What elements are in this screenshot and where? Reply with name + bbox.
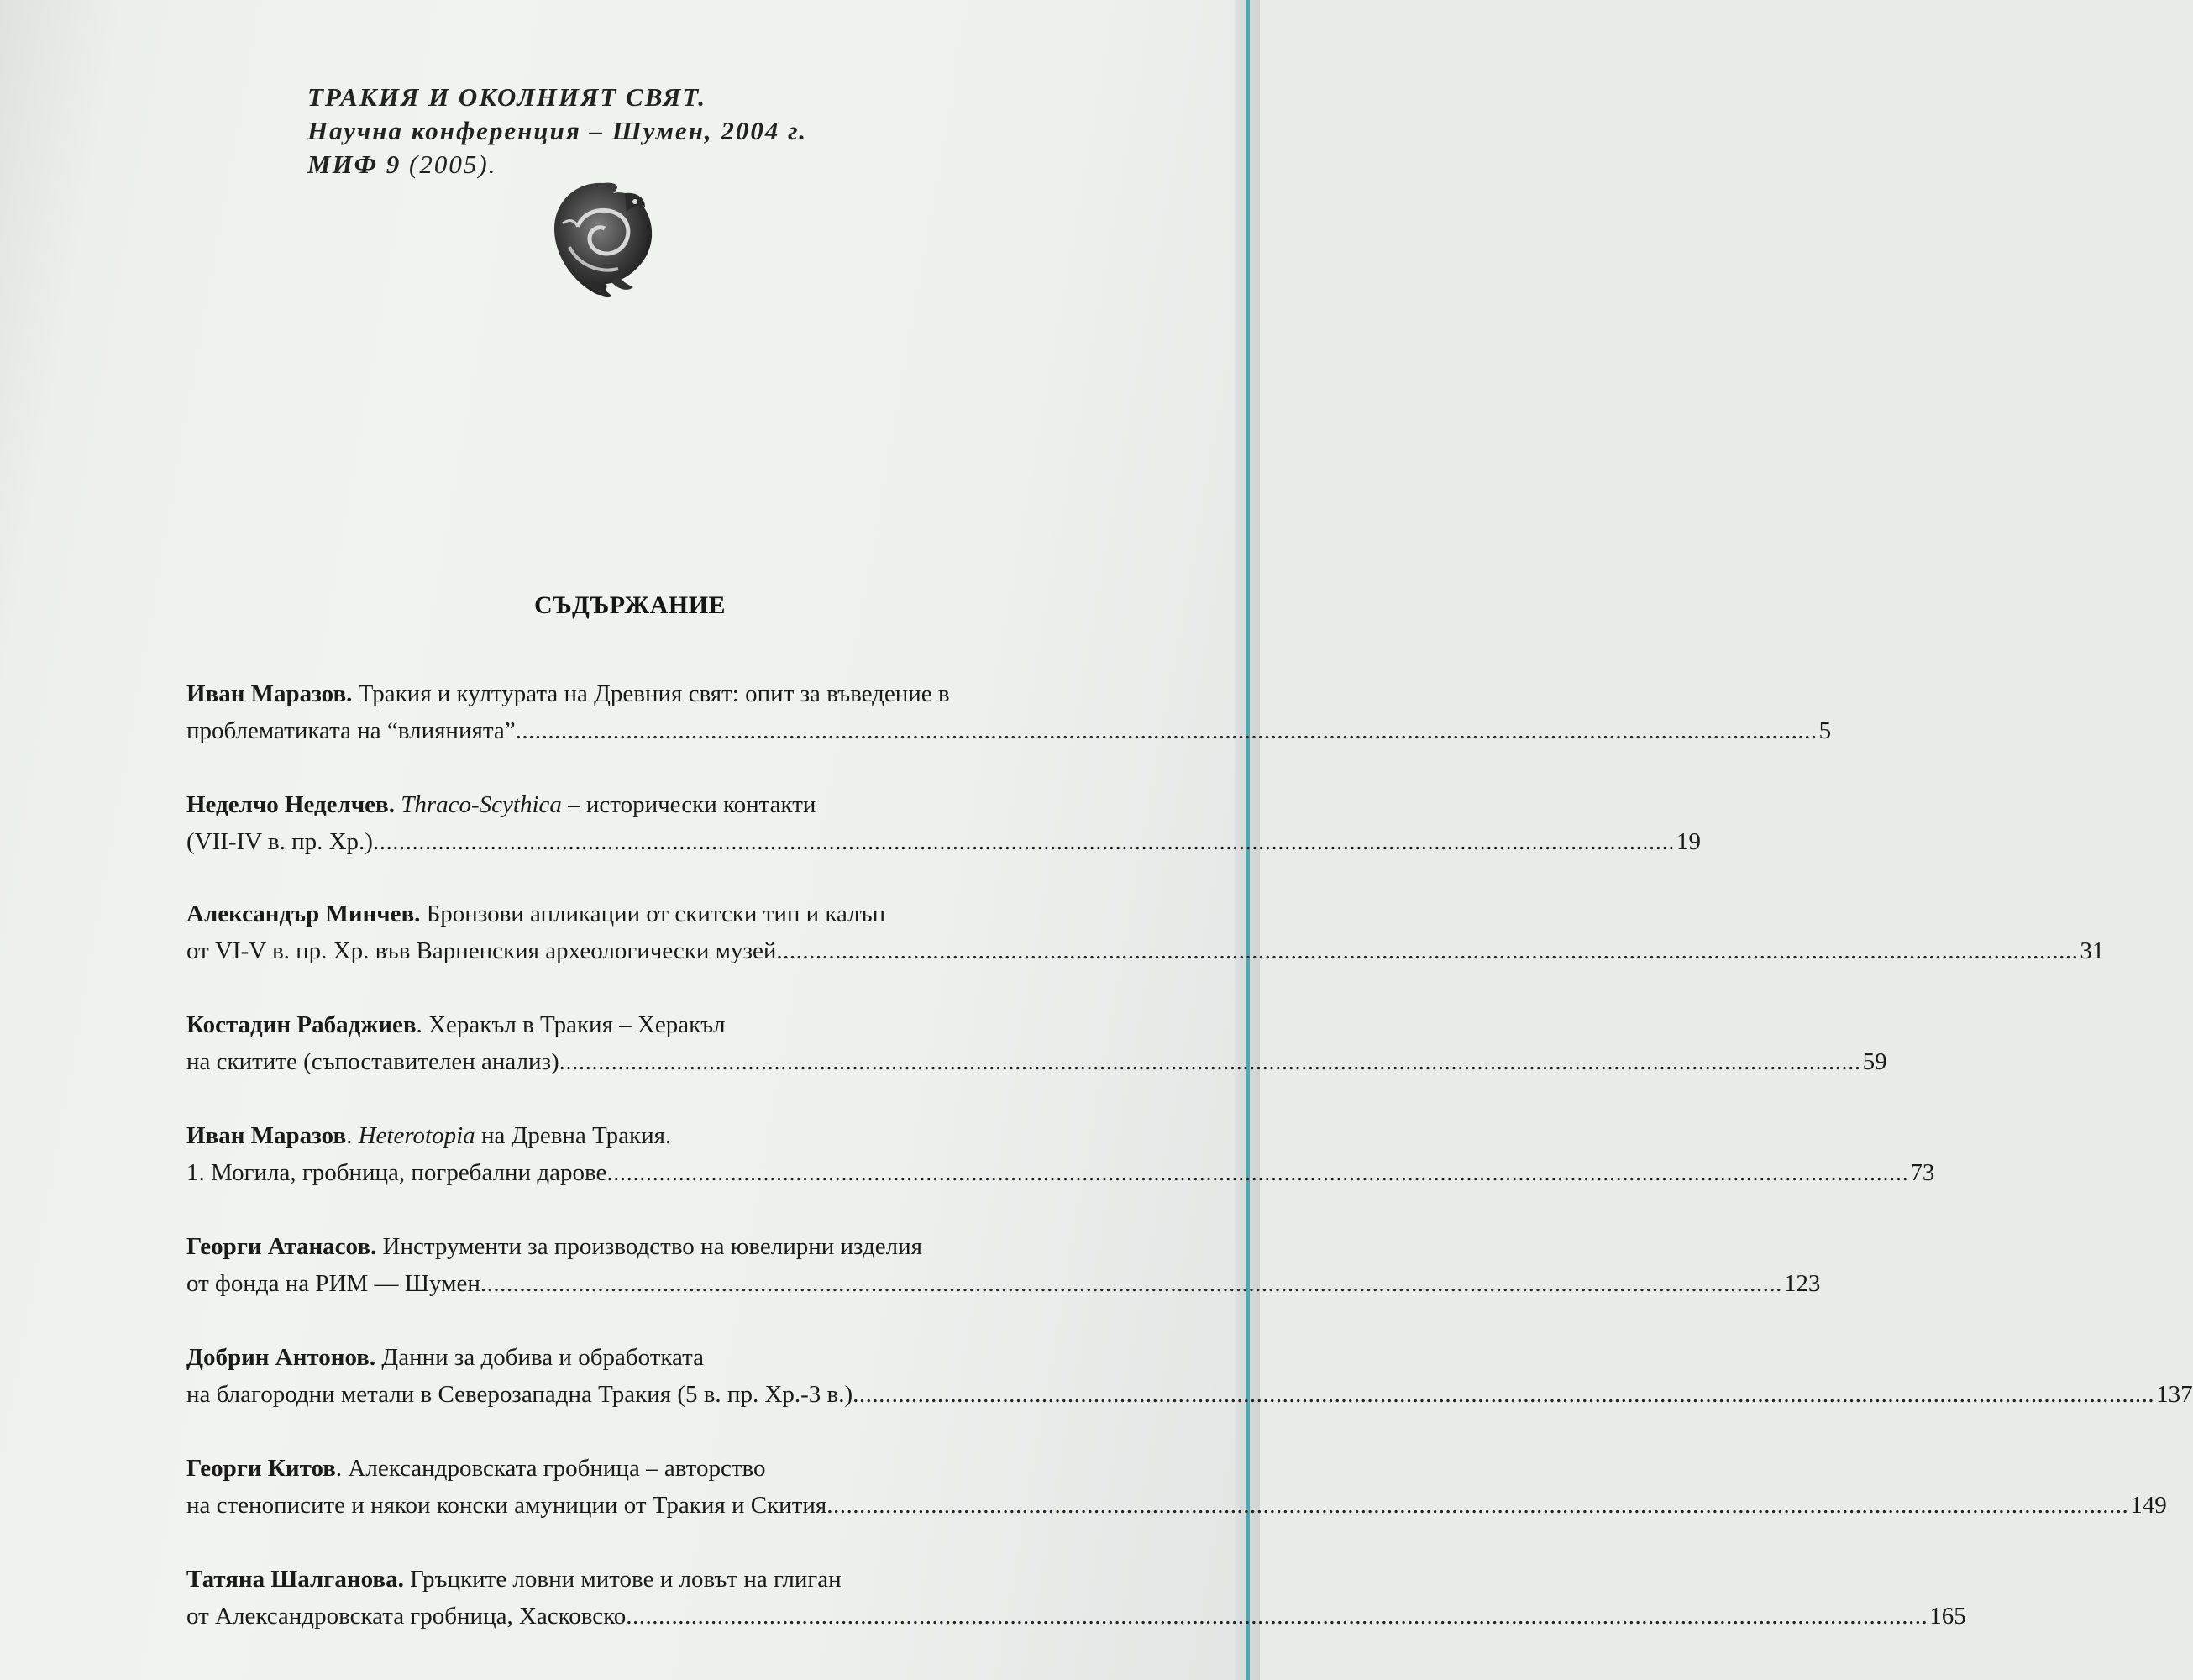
toc-entry[interactable] bbox=[186, 1339, 2193, 1413]
journal-year: (2005). bbox=[409, 150, 497, 179]
toc-entry-title-continued: от VI-V в. пр. Хр. във Варненския археологически музей bbox=[186, 937, 777, 964]
toc-entry-author: Костадин Рабаджиев bbox=[186, 1011, 417, 1038]
toc-entry[interactable] bbox=[186, 1228, 1821, 1302]
toc-entry-author: Добрин Антонов. bbox=[186, 1344, 376, 1371]
dot-leaders: ........................................................................................................................................................................................................ bbox=[853, 1381, 2155, 1408]
toc-entry[interactable] bbox=[186, 1561, 1966, 1635]
toc-entry-title-continued: от Александровската гробница, Хасковско bbox=[186, 1603, 627, 1630]
toc-entry-title-continued: на благородни метали в Северозападна Тракия (5 в. пр. Хр.-3 в.) bbox=[186, 1381, 853, 1408]
toc-entry-author: Иван Маразов bbox=[186, 1122, 347, 1149]
journal-name: МИФ 9 bbox=[307, 150, 401, 179]
dot-leaders: ........................................................................................................................................................................................................ bbox=[626, 1603, 1928, 1630]
toc-entry-second-line bbox=[186, 932, 2105, 969]
toc-entry-page: 19 bbox=[1676, 828, 1701, 855]
toc-entry-title: . Александровската гробница – авторство bbox=[335, 1455, 766, 1482]
toc-entry-title-continued: проблематиката на “влиянията” bbox=[186, 717, 516, 744]
toc-entry-second-line bbox=[186, 1265, 1821, 1302]
toc-entry-second-line bbox=[186, 1376, 2193, 1413]
toc-entry[interactable] bbox=[186, 786, 1701, 860]
toc-entry-title-continued: на скитите (съпоставителен анализ) bbox=[186, 1048, 559, 1075]
toc-entry-page: 59 bbox=[1862, 1048, 1887, 1075]
toc-entry-title: Инструменти за производство на ювелирни изделия bbox=[376, 1233, 922, 1260]
toc-entry-author: Георги Атанасов. bbox=[186, 1233, 377, 1260]
dot-leaders: ........................................................................................................................................................................................................ bbox=[372, 828, 1675, 855]
toc-entry-second-line bbox=[186, 823, 1701, 860]
toc-entry-title: Данни за добива и обработката bbox=[375, 1344, 705, 1371]
toc-entry-page: 31 bbox=[2080, 937, 2105, 964]
toc-entry[interactable] bbox=[186, 675, 1832, 749]
dot-leaders: ........................................................................................................................................................................................................ bbox=[515, 717, 1818, 744]
toc-entry-page: 149 bbox=[2130, 1492, 2167, 1519]
toc-entry-page: 165 bbox=[1929, 1603, 1966, 1630]
toc-entry-first-line bbox=[186, 1339, 1107, 1376]
toc-entry-first-line bbox=[186, 1006, 1107, 1043]
toc-entry-first-line bbox=[186, 1561, 1107, 1598]
toc-entry-page: 137 bbox=[2156, 1381, 2193, 1408]
series-header bbox=[307, 81, 996, 181]
toc-entry-first-line bbox=[186, 675, 1107, 712]
dot-leaders: ........................................................................................................................................................................................................ bbox=[606, 1159, 1909, 1186]
conference-line: Научна конференция – Шумен, 2004 г. bbox=[307, 116, 807, 145]
toc-entry-title: – исторически контакти bbox=[561, 791, 816, 818]
toc-entry-page: 123 bbox=[1783, 1270, 1821, 1297]
toc-entry-first-line bbox=[186, 1228, 1107, 1265]
toc-entry-page: 73 bbox=[1910, 1159, 1935, 1186]
toc-entry-second-line bbox=[186, 1598, 1966, 1635]
toc-entry-title-italic: Heterotopia bbox=[358, 1122, 475, 1149]
toc-entry-first-line bbox=[186, 1450, 1107, 1487]
toc-entry-first-line bbox=[186, 786, 1107, 823]
coiled-animal-emblem-icon bbox=[544, 176, 662, 302]
toc-entry-title: Бронзови апликации от скитски тип и калъп bbox=[420, 900, 886, 927]
toc-heading: СЪДЪРЖАНИЕ bbox=[533, 591, 727, 619]
toc-entry-first-line bbox=[186, 1117, 1107, 1154]
toc-entry[interactable] bbox=[186, 895, 2105, 969]
toc-entry-title-continued: от фонда на РИМ — Шумен bbox=[186, 1270, 480, 1297]
toc-entry-author: Георги Китов bbox=[186, 1455, 336, 1482]
toc-entry-title-prefix: . bbox=[346, 1122, 359, 1149]
toc-entry[interactable] bbox=[186, 1117, 1935, 1191]
dot-leaders: ........................................................................................................................................................................................................ bbox=[826, 1492, 2129, 1519]
toc-entry-second-line bbox=[186, 712, 1832, 749]
toc-entry-title: Гръцките ловни митове и ловът на глиган bbox=[403, 1566, 842, 1593]
toc-entry-title-continued: на стенописите и някои конски амуниции от Тракия и Скития bbox=[186, 1492, 827, 1519]
toc-entry-author: Татяна Шалганова. bbox=[186, 1566, 404, 1593]
toc-entry-title-continued: (VII-IV в. пр. Хр.) bbox=[186, 828, 373, 855]
toc-entry-author: Александър Минчев. bbox=[186, 900, 421, 927]
toc-entry-title-italic: Thraco-Scythica bbox=[394, 791, 562, 818]
dot-leaders: ........................................................................................................................................................................................................ bbox=[480, 1270, 1782, 1297]
toc-entry-title-continued: 1. Могила, гробница, погребални дарове bbox=[186, 1159, 607, 1186]
dot-leaders: ........................................................................................................................................................................................................ bbox=[776, 937, 2079, 964]
toc-entry-page: 5 bbox=[1818, 717, 1832, 744]
toc-entry-author: Иван Маразов. bbox=[186, 680, 353, 707]
toc-entry[interactable] bbox=[186, 1450, 2167, 1524]
toc-entry-second-line bbox=[186, 1043, 1887, 1080]
toc-entry-second-line bbox=[186, 1487, 2167, 1524]
dot-leaders: ........................................................................................................................................................................................................ bbox=[559, 1048, 1861, 1075]
toc-entry-title: . Херакъл в Тракия – Херакъл bbox=[416, 1011, 726, 1038]
toc-entry[interactable] bbox=[186, 1006, 1887, 1080]
series-title: ТРАКИЯ И ОКОЛНИЯТ СВЯТ. bbox=[307, 82, 707, 112]
toc-entry-title: Тракия и културата на Древния свят: опит за въведение в bbox=[352, 680, 950, 707]
toc-entry-first-line bbox=[186, 895, 1107, 932]
toc-entry-second-line bbox=[186, 1154, 1935, 1191]
toc-entry-title: на Древна Тракия. bbox=[475, 1122, 672, 1149]
toc-entry-author: Неделчо Неделчев. bbox=[186, 791, 395, 818]
